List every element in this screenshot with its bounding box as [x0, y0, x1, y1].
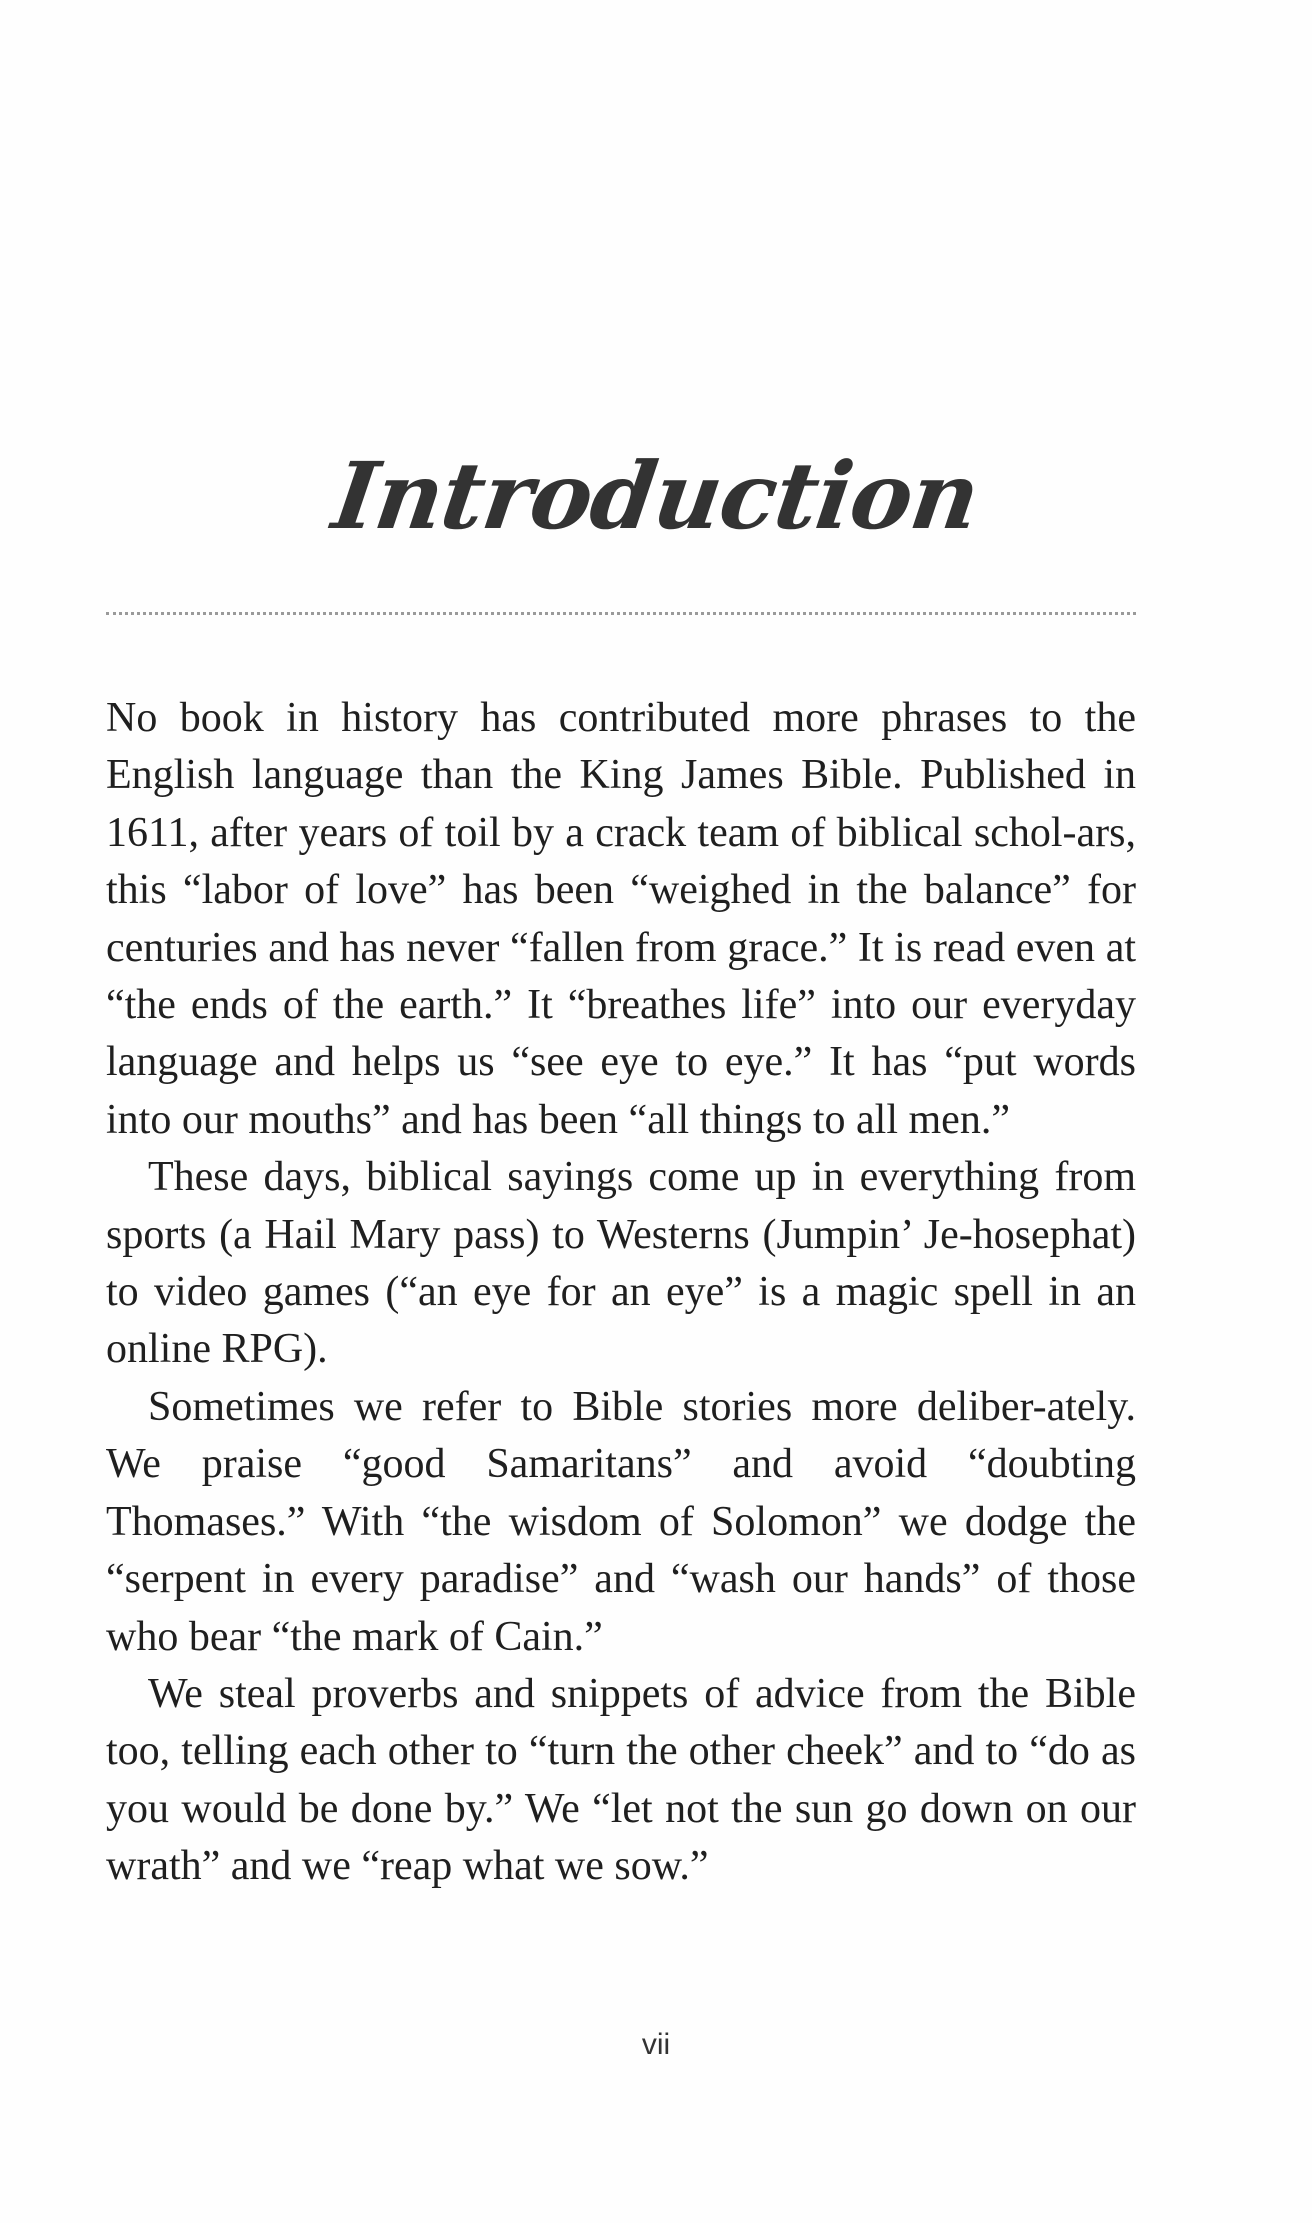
page-number: vii — [641, 2028, 671, 2061]
paragraph-1: No book in history has contributed more phrases to the English language than the King James Bible. Published in 1611, after years of toil by a crack team of biblical schol-ars, this “labor of love” has been “weighed in the balance” for centuries and has never “fallen from grace.” It is read even at “the ends of the earth.” It “breathes life” into our everyday language and helps us “see eye to eye.” It has “put words into our mouths” and has been “all things to all men.” — [106, 695, 1136, 1143]
paragraph-2: These days, biblical sayings come up in everything from sports (a Hail Mary pass) to Westerns (Jumpin’ Je-hosephat) to video games (“an eye for an eye” is a magic spell in an online RPG). — [106, 1154, 1136, 1373]
chapter-title: Introduction — [326, 442, 986, 550]
paragraph-3: Sometimes we refer to Bible stories more deliber-ately. We praise “good Samaritans” and avoid “doubting Thomases.” With “the wisdom of Solomon” we dodge the “serpent in every paradise” and “wash our hands” of those who bear “the mark of Cain.” — [106, 1383, 1136, 1660]
paragraph-4: We steal proverbs and snippets of advice from the Bible too, telling each other to “turn the other cheek” and to “do as you would be done by.” We “let not the sun go down on our wrath” and we “reap what we sow.” — [106, 1670, 1136, 1890]
dotted-divider — [106, 612, 1136, 615]
body-text — [106, 690, 1136, 1896]
